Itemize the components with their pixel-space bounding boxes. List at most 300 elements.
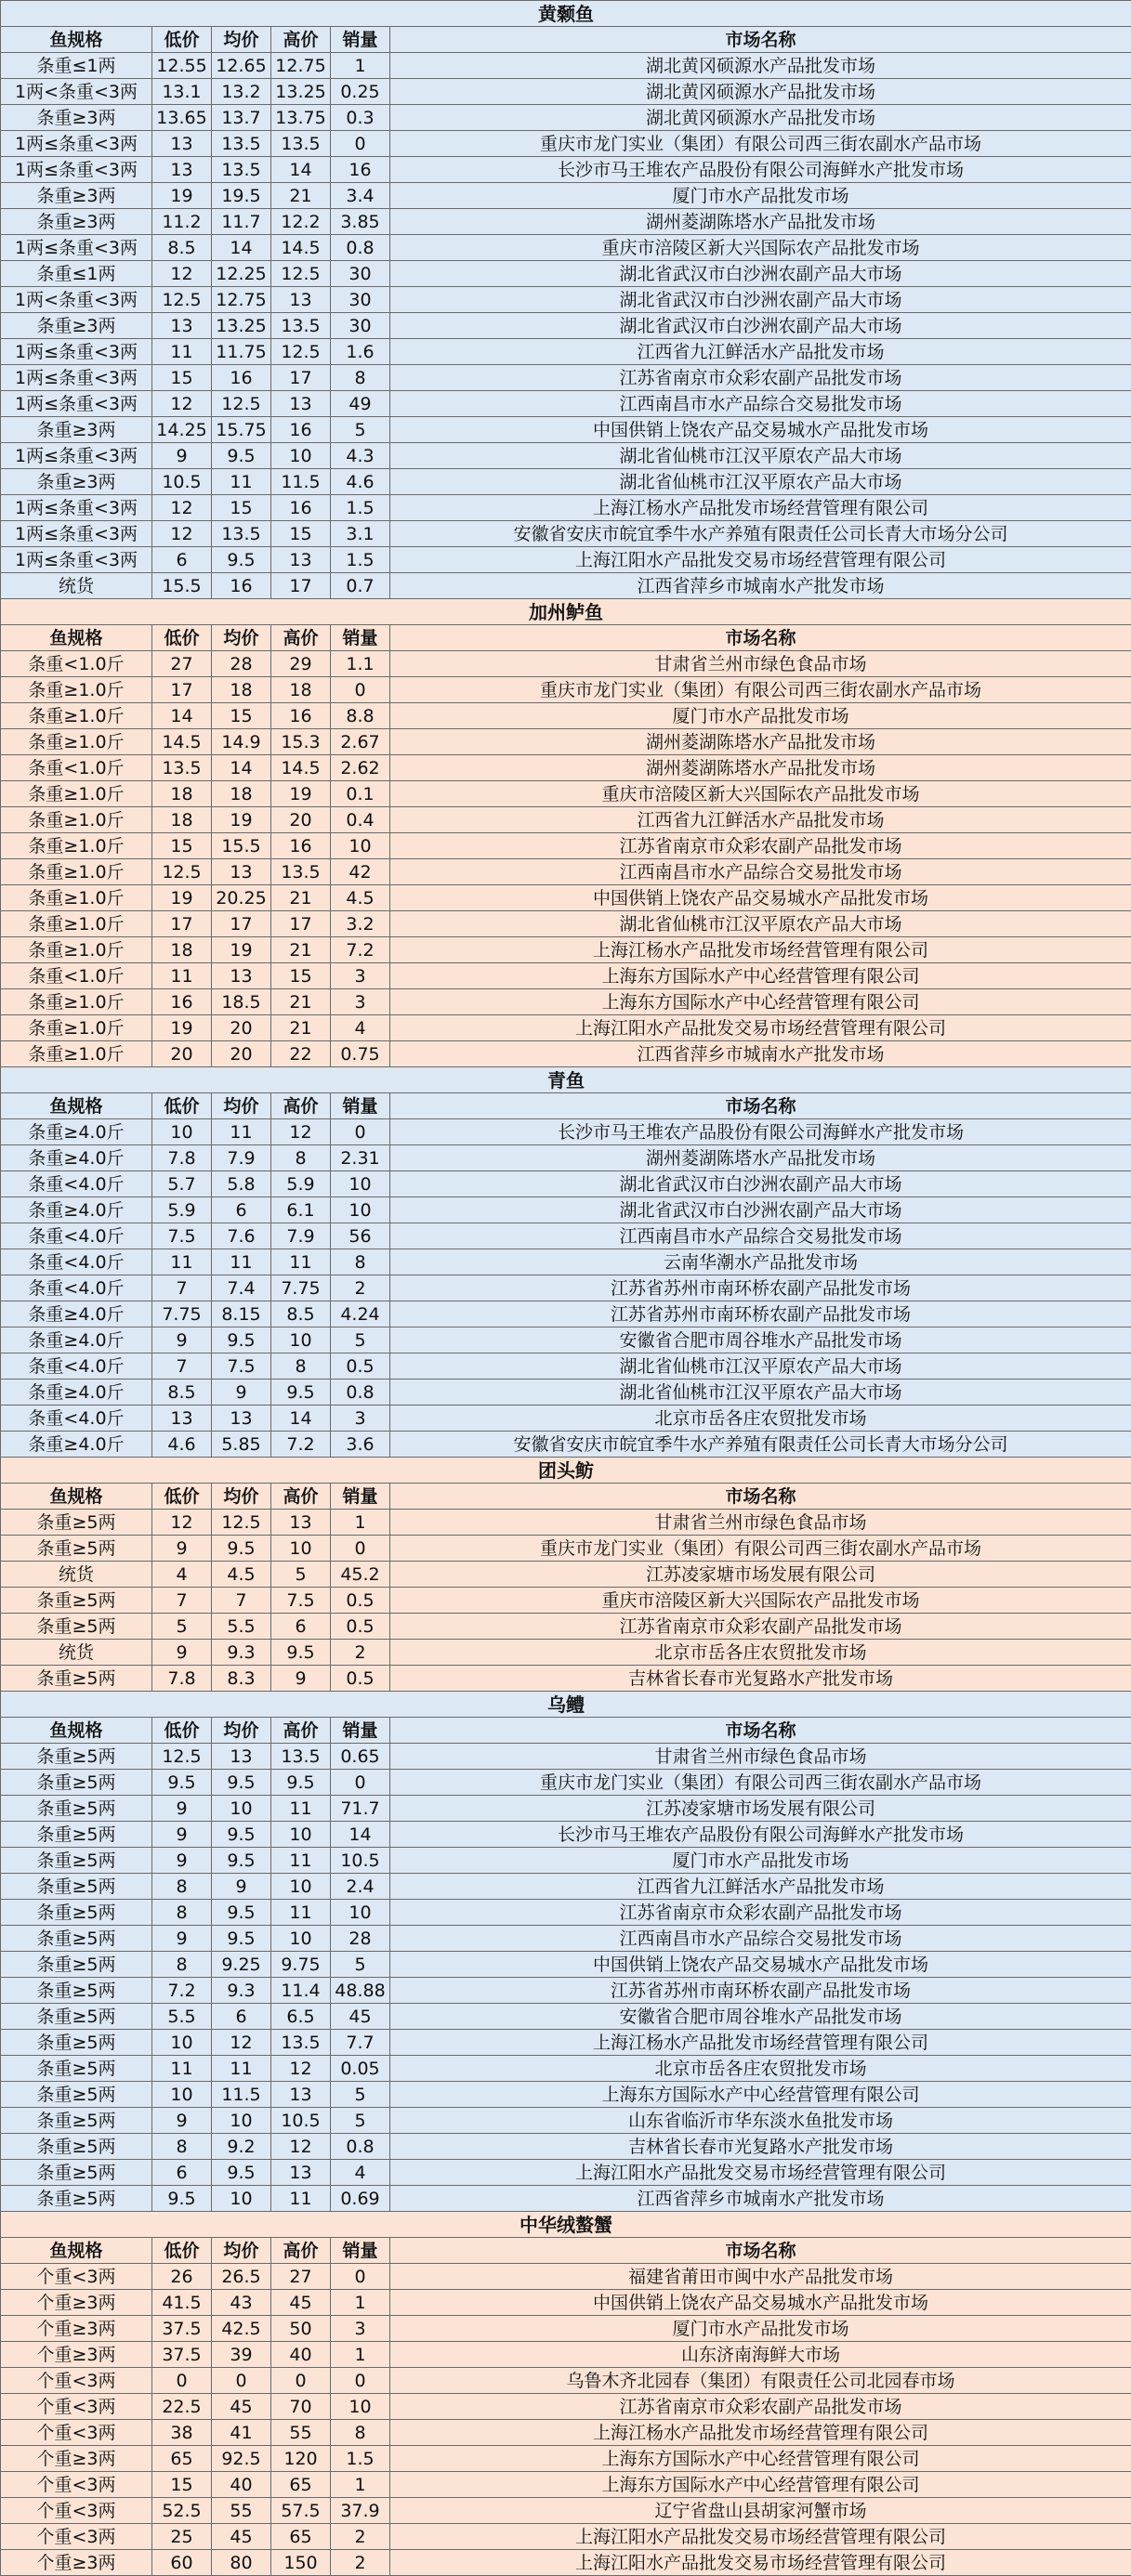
- high-price-cell: 10: [271, 1874, 331, 1900]
- low-price-cell: 11.2: [152, 209, 212, 235]
- volume-cell: 0.5: [331, 1614, 390, 1640]
- low-price-cell: 5.7: [152, 1171, 212, 1197]
- low-price-cell: 6: [152, 2160, 212, 2186]
- column-header-low: 低价: [152, 1718, 212, 1744]
- spec-cell: 个重≥3两: [1, 2316, 152, 2342]
- high-price-cell: 10: [271, 1327, 331, 1353]
- high-price-cell: 27: [271, 2264, 331, 2290]
- avg-price-cell: 9.5: [212, 1770, 271, 1796]
- spec-cell: 条重≥5两: [1, 1796, 152, 1822]
- avg-price-cell: 4.5: [212, 1562, 271, 1588]
- avg-price-cell: 9.3: [212, 1640, 271, 1666]
- low-price-cell: 6: [152, 547, 212, 573]
- spec-cell: 条重≥1.0斤: [1, 833, 152, 859]
- low-price-cell: 7.75: [152, 1301, 212, 1327]
- market-name-cell: 重庆市涪陵区新大兴国际农产品批发市场: [390, 1588, 1131, 1614]
- high-price-cell: 17: [271, 911, 331, 937]
- market-name-cell: 山东济南海鲜大市场: [390, 2342, 1131, 2368]
- table-row: [1, 963, 1131, 989]
- high-price-cell: 5.9: [271, 1171, 331, 1197]
- low-price-cell: 65: [152, 2446, 212, 2472]
- spec-cell: 1两≤条重<3两: [1, 339, 152, 365]
- spec-cell: 条重≥5两: [1, 1874, 152, 1900]
- avg-price-cell: 18: [212, 677, 271, 703]
- table-row: [1, 573, 1131, 599]
- market-name-cell: 上海江阳水产品批发交易市场经营管理有限公司: [390, 1015, 1131, 1041]
- market-name-cell: 江苏凌家塘市场发展有限公司: [390, 1562, 1131, 1588]
- spec-cell: 条重≥5两: [1, 2134, 152, 2160]
- low-price-cell: 9: [152, 2108, 212, 2134]
- table-row: [1, 807, 1131, 833]
- spec-cell: 条重≥4.0斤: [1, 1380, 152, 1406]
- avg-price-cell: 11.5: [212, 2082, 271, 2108]
- table-row: [1, 521, 1131, 547]
- low-price-cell: 14.25: [152, 417, 212, 443]
- market-name-cell: 厦门市水产品批发市场: [390, 183, 1131, 209]
- table-row: [1, 209, 1131, 235]
- low-price-cell: 12.5: [152, 1744, 212, 1770]
- low-price-cell: 9: [152, 1536, 212, 1562]
- high-price-cell: 15.3: [271, 729, 331, 755]
- table-row: [1, 1197, 1131, 1223]
- avg-price-cell: 7.9: [212, 1145, 271, 1171]
- table-row: [1, 781, 1131, 807]
- section-title-row: [1, 1067, 1131, 1093]
- volume-cell: 0.5: [331, 1353, 390, 1380]
- avg-price-cell: 11: [212, 1119, 271, 1145]
- market-name-cell: 上海东方国际水产中心经营管理有限公司: [390, 2446, 1131, 2472]
- volume-cell: 0.8: [331, 2134, 390, 2160]
- volume-cell: 2.67: [331, 729, 390, 755]
- spec-cell: 条重≥5两: [1, 2082, 152, 2108]
- avg-price-cell: 12.5: [212, 391, 271, 417]
- volume-cell: 0.3: [331, 105, 390, 131]
- avg-price-cell: 15: [212, 703, 271, 729]
- market-name-cell: 重庆市龙门实业（集团）有限公司西三街农副水产品市场: [390, 1770, 1131, 1796]
- market-name-cell: 湖北省武汉市白沙洲农副产品大市场: [390, 313, 1131, 339]
- volume-cell: 45.2: [331, 1562, 390, 1588]
- avg-price-cell: 9.5: [212, 1822, 271, 1848]
- table-row: [1, 2368, 1131, 2394]
- high-price-cell: 13.5: [271, 2030, 331, 2056]
- market-name-cell: 上海东方国际水产中心经营管理有限公司: [390, 2472, 1131, 2498]
- avg-price-cell: 10: [212, 2108, 271, 2134]
- spec-cell: 条重≥5两: [1, 1614, 152, 1640]
- volume-cell: 49: [331, 391, 390, 417]
- market-name-cell: 重庆市龙门实业（集团）有限公司西三街农副水产品市场: [390, 131, 1131, 157]
- high-price-cell: 20: [271, 807, 331, 833]
- market-name-cell: 厦门市水产品批发市场: [390, 1848, 1131, 1874]
- spec-cell: 条重≥5两: [1, 2186, 152, 2212]
- low-price-cell: 15.5: [152, 573, 212, 599]
- volume-cell: 0.7: [331, 573, 390, 599]
- high-price-cell: 6.5: [271, 2004, 331, 2030]
- table-row: [1, 2082, 1131, 2108]
- table-row: [1, 1588, 1131, 1614]
- market-name-cell: 江西省萍乡市城南水产批发市场: [390, 2186, 1131, 2212]
- table-row: [1, 2472, 1131, 2498]
- volume-cell: 1.5: [331, 495, 390, 521]
- low-price-cell: 5: [152, 1614, 212, 1640]
- market-name-cell: 湖州菱湖陈塔水产品批发市场: [390, 209, 1131, 235]
- high-price-cell: 14: [271, 1406, 331, 1432]
- market-name-cell: 山东省临沂市华东淡水鱼批发市场: [390, 2108, 1131, 2134]
- table-row: [1, 1614, 1131, 1640]
- high-price-cell: 7.2: [271, 1432, 331, 1458]
- table-row: [1, 1952, 1131, 1978]
- market-name-cell: 重庆市涪陵区新大兴国际农产品批发市场: [390, 235, 1131, 261]
- market-name-cell: 厦门市水产品批发市场: [390, 2316, 1131, 2342]
- volume-cell: 2: [331, 1640, 390, 1666]
- table-row: [1, 2342, 1131, 2368]
- volume-cell: 10: [331, 1197, 390, 1223]
- volume-cell: 3.1: [331, 521, 390, 547]
- table-row: [1, 105, 1131, 131]
- avg-price-cell: 16: [212, 573, 271, 599]
- avg-price-cell: 13: [212, 1406, 271, 1432]
- volume-cell: 0: [331, 1536, 390, 1562]
- market-name-cell: 北京市岳各庄农贸批发市场: [390, 2056, 1131, 2082]
- volume-cell: 2.62: [331, 755, 390, 781]
- avg-price-cell: 41: [212, 2420, 271, 2446]
- volume-cell: 3: [331, 2316, 390, 2342]
- low-price-cell: 13.65: [152, 105, 212, 131]
- spec-cell: 1两<条重<3两: [1, 79, 152, 105]
- market-name-cell: 上海江阳水产品批发交易市场经营管理有限公司: [390, 2160, 1131, 2186]
- volume-cell: 0.05: [331, 2056, 390, 2082]
- spec-cell: 1两≤条重<3两: [1, 443, 152, 469]
- low-price-cell: 19: [152, 1015, 212, 1041]
- high-price-cell: 8: [271, 1353, 331, 1380]
- low-price-cell: 37.5: [152, 2316, 212, 2342]
- avg-price-cell: 10: [212, 2186, 271, 2212]
- low-price-cell: 22.5: [152, 2394, 212, 2420]
- low-price-cell: 13: [152, 1406, 212, 1432]
- high-price-cell: 13.5: [271, 313, 331, 339]
- avg-price-cell: 19.5: [212, 183, 271, 209]
- column-header-avg: 均价: [212, 625, 271, 651]
- table-row: [1, 365, 1131, 391]
- table-row: [1, 157, 1131, 183]
- table-row: [1, 1353, 1131, 1380]
- column-header-low: 低价: [152, 1484, 212, 1510]
- high-price-cell: 9.5: [271, 1640, 331, 1666]
- high-price-cell: 22: [271, 1041, 331, 1067]
- volume-cell: 3.2: [331, 911, 390, 937]
- high-price-cell: 19: [271, 781, 331, 807]
- spec-cell: 条重≥3两: [1, 183, 152, 209]
- spec-cell: 个重<3两: [1, 2264, 152, 2290]
- spec-cell: 条重≥1.0斤: [1, 781, 152, 807]
- column-header-avg: 均价: [212, 1484, 271, 1510]
- avg-price-cell: 13.5: [212, 157, 271, 183]
- high-price-cell: 6.1: [271, 1197, 331, 1223]
- avg-price-cell: 16: [212, 365, 271, 391]
- low-price-cell: 8: [152, 1952, 212, 1978]
- market-name-cell: 湖北黄冈硕源水产品批发市场: [390, 105, 1131, 131]
- table-row: [1, 1536, 1131, 1562]
- volume-cell: 7.2: [331, 937, 390, 963]
- avg-price-cell: 17: [212, 911, 271, 937]
- volume-cell: 0: [331, 2264, 390, 2290]
- spec-cell: 条重≥1.0斤: [1, 807, 152, 833]
- low-price-cell: 27: [152, 651, 212, 677]
- high-price-cell: 65: [271, 2472, 331, 2498]
- column-header-low: 低价: [152, 1093, 212, 1119]
- volume-cell: 1.1: [331, 651, 390, 677]
- avg-price-cell: 0: [212, 2368, 271, 2394]
- market-name-cell: 北京市岳各庄农贸批发市场: [390, 1406, 1131, 1432]
- avg-price-cell: 9: [212, 1874, 271, 1900]
- avg-price-cell: 80: [212, 2550, 271, 2576]
- market-name-cell: 湖北省仙桃市江汉平原农产品大市场: [390, 469, 1131, 495]
- volume-cell: 1.5: [331, 2446, 390, 2472]
- volume-cell: 0.5: [331, 1666, 390, 1692]
- avg-price-cell: 9.5: [212, 1536, 271, 1562]
- spec-cell: 个重≥3两: [1, 2446, 152, 2472]
- high-price-cell: 12.5: [271, 339, 331, 365]
- market-name-cell: 湖北省仙桃市江汉平原农产品大市场: [390, 911, 1131, 937]
- spec-cell: 个重≥3两: [1, 2342, 152, 2368]
- table-row: [1, 1406, 1131, 1432]
- high-price-cell: 9.5: [271, 1770, 331, 1796]
- high-price-cell: 13: [271, 2082, 331, 2108]
- market-name-cell: 安徽省合肥市周谷堆水产品批发市场: [390, 2004, 1131, 2030]
- table-row: [1, 2004, 1131, 2030]
- market-name-cell: 江苏省南京市众彩农副产品批发市场: [390, 365, 1131, 391]
- market-name-cell: 重庆市涪陵区新大兴国际农产品批发市场: [390, 781, 1131, 807]
- high-price-cell: 120: [271, 2446, 331, 2472]
- spec-cell: 条重≥1.0斤: [1, 1041, 152, 1067]
- volume-cell: 2: [331, 2550, 390, 2576]
- spec-cell: 条重≥5两: [1, 2004, 152, 2030]
- low-price-cell: 25: [152, 2524, 212, 2550]
- table-row: [1, 885, 1131, 911]
- low-price-cell: 9: [152, 1796, 212, 1822]
- low-price-cell: 15: [152, 365, 212, 391]
- market-name-cell: 江苏省南京市众彩农副产品批发市场: [390, 833, 1131, 859]
- market-name-cell: 上海东方国际水产中心经营管理有限公司: [390, 963, 1131, 989]
- column-header-market: 市场名称: [390, 1718, 1131, 1744]
- market-name-cell: 湖北省仙桃市江汉平原农产品大市场: [390, 443, 1131, 469]
- avg-price-cell: 92.5: [212, 2446, 271, 2472]
- low-price-cell: 9.5: [152, 2186, 212, 2212]
- avg-price-cell: 13.5: [212, 131, 271, 157]
- volume-cell: 1: [331, 53, 390, 79]
- market-name-cell: 湖州菱湖陈塔水产品批发市场: [390, 729, 1131, 755]
- high-price-cell: 7.75: [271, 1275, 331, 1301]
- market-name-cell: 福建省莆田市闽中水产品批发市场: [390, 2264, 1131, 2290]
- spec-cell: 统货: [1, 1640, 152, 1666]
- spec-cell: 条重≥4.0斤: [1, 1301, 152, 1327]
- avg-price-cell: 15.5: [212, 833, 271, 859]
- volume-cell: 2.31: [331, 1145, 390, 1171]
- spec-cell: 条重≥4.0斤: [1, 1432, 152, 1458]
- low-price-cell: 41.5: [152, 2290, 212, 2316]
- volume-cell: 4: [331, 2160, 390, 2186]
- avg-price-cell: 12.5: [212, 1510, 271, 1536]
- low-price-cell: 9: [152, 1926, 212, 1952]
- avg-price-cell: 14.9: [212, 729, 271, 755]
- avg-price-cell: 9.3: [212, 1978, 271, 2004]
- market-name-cell: 上海江阳水产品批发交易市场经营管理有限公司: [390, 547, 1131, 573]
- table-row: [1, 1432, 1131, 1458]
- table-row: [1, 1744, 1131, 1770]
- market-name-cell: 北京市岳各庄农贸批发市场: [390, 1640, 1131, 1666]
- volume-cell: 0.25: [331, 79, 390, 105]
- column-header-avg: 均价: [212, 2238, 271, 2264]
- table-row: [1, 729, 1131, 755]
- low-price-cell: 11: [152, 2056, 212, 2082]
- market-name-cell: 中国供销上饶农产品交易城水产品批发市场: [390, 417, 1131, 443]
- market-name-cell: 中国供销上饶农产品交易城水产品批发市场: [390, 2290, 1131, 2316]
- market-name-cell: 湖北省武汉市白沙洲农副产品大市场: [390, 1171, 1131, 1197]
- avg-price-cell: 13: [212, 963, 271, 989]
- avg-price-cell: 15: [212, 495, 271, 521]
- low-price-cell: 7.5: [152, 1223, 212, 1249]
- volume-cell: 1.5: [331, 547, 390, 573]
- volume-cell: 2.4: [331, 1874, 390, 1900]
- low-price-cell: 8: [152, 1874, 212, 1900]
- avg-price-cell: 12.75: [212, 287, 271, 313]
- avg-price-cell: 5.8: [212, 1171, 271, 1197]
- section-title-row: [1, 599, 1131, 625]
- low-price-cell: 12.5: [152, 287, 212, 313]
- high-price-cell: 57.5: [271, 2498, 331, 2524]
- market-name-cell: 安徽省安庆市皖宜季牛水产养殖有限责任公司长青大市场分公司: [390, 521, 1131, 547]
- high-price-cell: 65: [271, 2524, 331, 2550]
- low-price-cell: 13.5: [152, 755, 212, 781]
- column-header-spec: 鱼规格: [1, 2238, 152, 2264]
- table-row: [1, 833, 1131, 859]
- high-price-cell: 13.75: [271, 105, 331, 131]
- column-header-spec: 鱼规格: [1, 625, 152, 651]
- column-header-high: 高价: [271, 1484, 331, 1510]
- table-row: [1, 417, 1131, 443]
- avg-price-cell: 19: [212, 937, 271, 963]
- column-header-market: 市场名称: [390, 1093, 1131, 1119]
- table-row: [1, 1041, 1131, 1067]
- volume-cell: 5: [331, 417, 390, 443]
- spec-cell: 1两<条重<3两: [1, 287, 152, 313]
- low-price-cell: 8.5: [152, 235, 212, 261]
- table-row: [1, 1874, 1131, 1900]
- low-price-cell: 14.5: [152, 729, 212, 755]
- column-header-spec: 鱼规格: [1, 1093, 152, 1119]
- high-price-cell: 13: [271, 2160, 331, 2186]
- low-price-cell: 9: [152, 1640, 212, 1666]
- table-row: [1, 2316, 1131, 2342]
- volume-cell: 2: [331, 2524, 390, 2550]
- high-price-cell: 21: [271, 885, 331, 911]
- table-row: [1, 1666, 1131, 1692]
- volume-cell: 10: [331, 833, 390, 859]
- high-price-cell: 10.5: [271, 2108, 331, 2134]
- spec-cell: 个重<3两: [1, 2394, 152, 2420]
- column-header-row: [1, 1484, 1131, 1510]
- volume-cell: 16: [331, 157, 390, 183]
- column-header-low: 低价: [152, 2238, 212, 2264]
- market-name-cell: 长沙市马王堆农产品股份有限公司海鲜水产批发市场: [390, 1822, 1131, 1848]
- column-header-avg: 均价: [212, 27, 271, 53]
- market-name-cell: 江西南昌市水产品综合交易批发市场: [390, 859, 1131, 885]
- high-price-cell: 7.9: [271, 1223, 331, 1249]
- spec-cell: 条重≥5两: [1, 1900, 152, 1926]
- table-row: [1, 1900, 1131, 1926]
- low-price-cell: 9: [152, 1327, 212, 1353]
- avg-price-cell: 13: [212, 1744, 271, 1770]
- market-name-cell: 江西南昌市水产品综合交易批发市场: [390, 391, 1131, 417]
- volume-cell: 45: [331, 2004, 390, 2030]
- table-row: [1, 261, 1131, 287]
- low-price-cell: 7: [152, 1275, 212, 1301]
- volume-cell: 8: [331, 2420, 390, 2446]
- volume-cell: 10: [331, 1171, 390, 1197]
- spec-cell: 条重≥5两: [1, 1952, 152, 1978]
- spec-cell: 统货: [1, 1562, 152, 1588]
- table-row: [1, 2394, 1131, 2420]
- table-row: [1, 53, 1131, 79]
- avg-price-cell: 43: [212, 2290, 271, 2316]
- volume-cell: 10: [331, 2394, 390, 2420]
- high-price-cell: 9: [271, 1666, 331, 1692]
- table-row: [1, 339, 1131, 365]
- high-price-cell: 6: [271, 1614, 331, 1640]
- avg-price-cell: 45: [212, 2394, 271, 2420]
- avg-price-cell: 12.65: [212, 53, 271, 79]
- low-price-cell: 8: [152, 1900, 212, 1926]
- spec-cell: 条重<1.0斤: [1, 963, 152, 989]
- market-name-cell: 长沙市马王堆农产品股份有限公司海鲜水产批发市场: [390, 157, 1131, 183]
- market-name-cell: 湖州菱湖陈塔水产品批发市场: [390, 1145, 1131, 1171]
- volume-cell: 0: [331, 677, 390, 703]
- low-price-cell: 9: [152, 1822, 212, 1848]
- high-price-cell: 10: [271, 443, 331, 469]
- market-name-cell: 江苏省南京市众彩农副产品批发市场: [390, 2394, 1131, 2420]
- volume-cell: 7.7: [331, 2030, 390, 2056]
- spec-cell: 1两≤条重<3两: [1, 365, 152, 391]
- spec-cell: 条重≥3两: [1, 417, 152, 443]
- avg-price-cell: 13.7: [212, 105, 271, 131]
- high-price-cell: 12.5: [271, 261, 331, 287]
- spec-cell: 条重≥5两: [1, 1536, 152, 1562]
- low-price-cell: 9: [152, 1848, 212, 1874]
- spec-cell: 条重≥4.0斤: [1, 1145, 152, 1171]
- low-price-cell: 19: [152, 885, 212, 911]
- avg-price-cell: 7.6: [212, 1223, 271, 1249]
- avg-price-cell: 11: [212, 2056, 271, 2082]
- avg-price-cell: 15.75: [212, 417, 271, 443]
- column-header-row: [1, 625, 1131, 651]
- low-price-cell: 13: [152, 157, 212, 183]
- high-price-cell: 21: [271, 989, 331, 1015]
- spec-cell: 条重≥1.0斤: [1, 885, 152, 911]
- market-name-cell: 湖北省武汉市白沙洲农副产品大市场: [390, 287, 1131, 313]
- spec-cell: 条重≥5两: [1, 2160, 152, 2186]
- high-price-cell: 15: [271, 963, 331, 989]
- volume-cell: 0: [331, 2368, 390, 2394]
- volume-cell: 48.88: [331, 1978, 390, 2004]
- spec-cell: 个重<3两: [1, 2498, 152, 2524]
- column-header-market: 市场名称: [390, 27, 1131, 53]
- avg-price-cell: 11: [212, 1249, 271, 1275]
- low-price-cell: 60: [152, 2550, 212, 2576]
- column-header-low: 低价: [152, 625, 212, 651]
- volume-cell: 10: [331, 1900, 390, 1926]
- avg-price-cell: 9.5: [212, 1327, 271, 1353]
- table-row: [1, 391, 1131, 417]
- low-price-cell: 13: [152, 313, 212, 339]
